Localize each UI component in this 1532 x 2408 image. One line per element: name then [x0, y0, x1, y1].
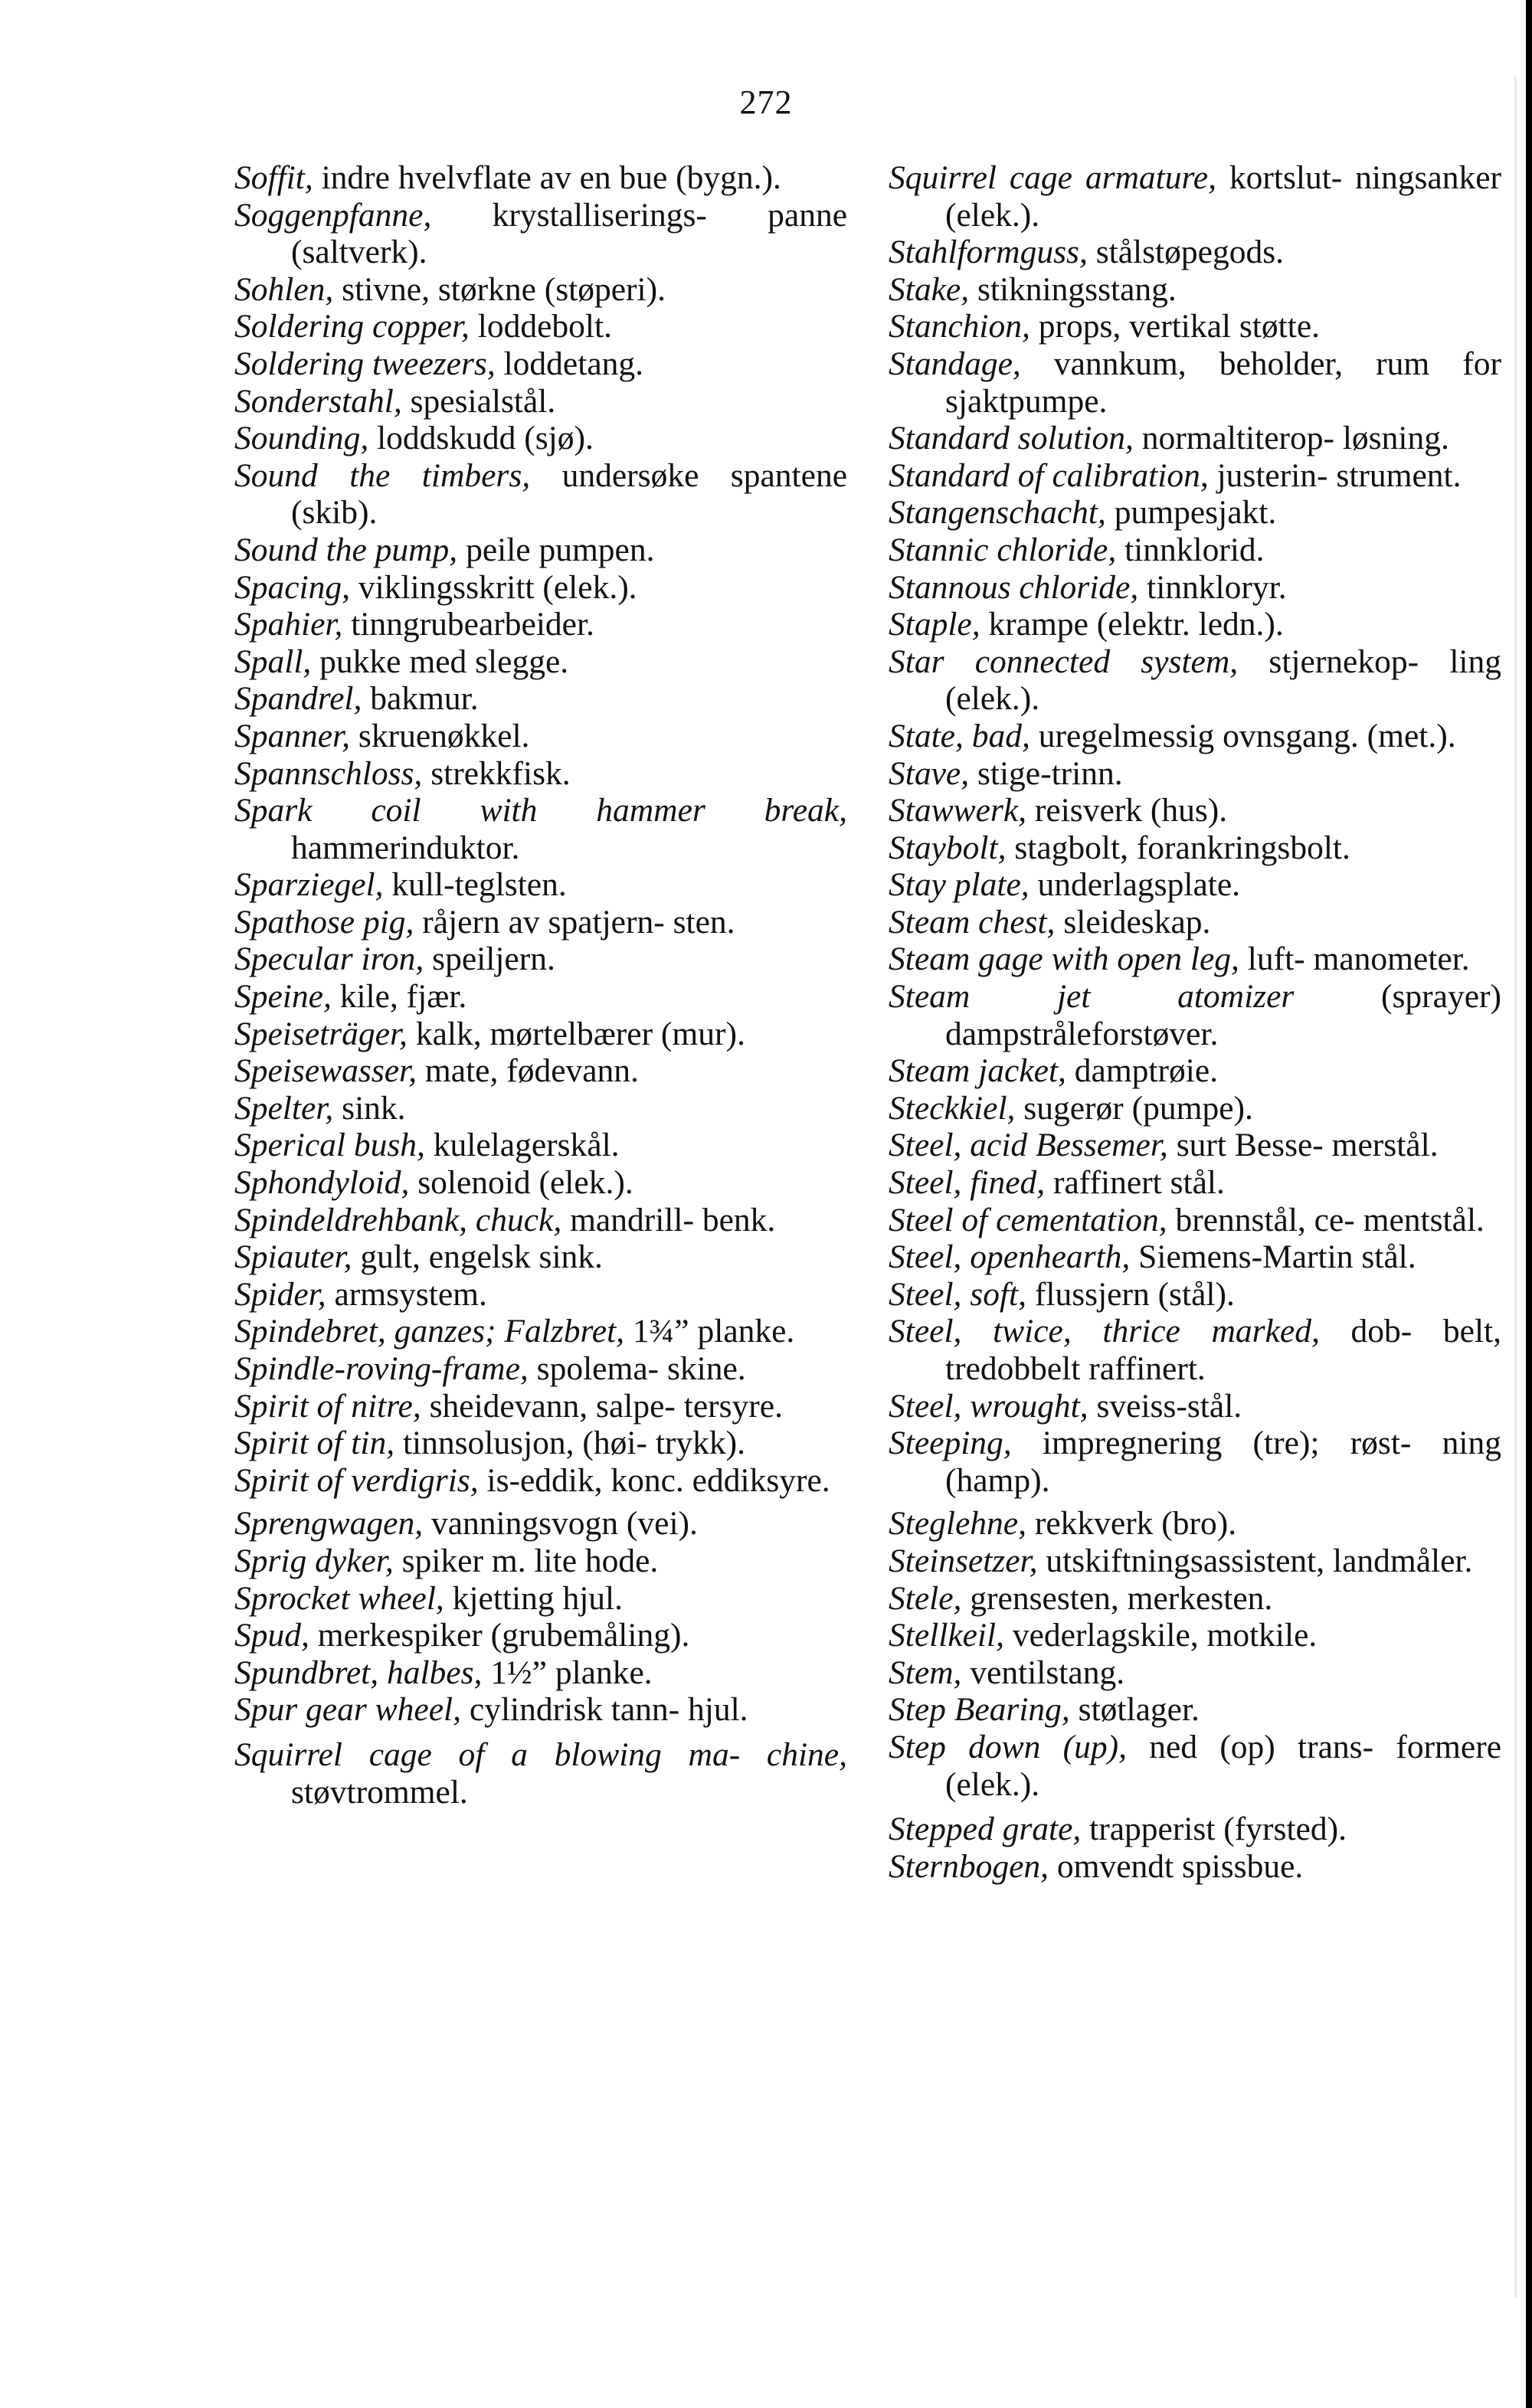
page-edge-shadow — [1514, 77, 1517, 2298]
dictionary-entry: Standage, vannkum, beholder, rum for sjaktpumpe. — [889, 345, 1502, 420]
dictionary-entry: Stave, stige-trinn. — [889, 754, 1123, 792]
dictionary-entry: Speisewasser, mate, fødevann. — [234, 1052, 639, 1090]
left-column — [234, 159, 847, 1811]
dictionary-entry: Spathose pig, råjern av spatjern- sten. — [234, 903, 735, 941]
dictionary-entry: Spirit of verdigris, is-eddik, konc. eddiksyre. — [234, 1461, 830, 1499]
dictionary-entry: Steam jacket, damptrøie. — [889, 1052, 1219, 1090]
dictionary-entry: Squirrel cage of a blowing ma- chine, støvtrommel. — [234, 1736, 847, 1811]
dictionary-entry: Stawwerk, reisverk (hus). — [889, 792, 1228, 829]
dictionary-entry: Stellkeil, vederlagskile, motkile. — [889, 1617, 1318, 1654]
dictionary-entry: Steel, fined, raffinert stål. — [889, 1164, 1225, 1202]
dictionary-entry: Spandrel, bakmur. — [234, 680, 479, 718]
dictionary-entry: Staybolt, stagbolt, forankringsbolt. — [889, 829, 1350, 866]
dictionary-entry: Spindle-roving-frame, spolema- skine. — [234, 1350, 746, 1387]
dictionary-entry: Stanchion, props, vertikal støtte. — [889, 308, 1320, 345]
dictionary-entry: Spannschloss, strekkfisk. — [234, 754, 571, 792]
dictionary-entry: Stannic chloride, tinnklorid. — [889, 531, 1265, 568]
dictionary-entry: Star connected system, stjernekop- ling (elek.). — [889, 643, 1502, 718]
dictionary-entry: Sprocket wheel, kjetting hjul. — [234, 1579, 623, 1617]
dictionary-entry: Sound the pump, peile pumpen. — [234, 531, 655, 568]
dictionary-entry: Steam gage with open leg, luft- manometer. — [889, 941, 1470, 978]
right-column — [889, 159, 1501, 1885]
dictionary-entry: Spiauter, gult, engelsk sink. — [234, 1238, 603, 1276]
dictionary-entry: Soggenpfanne, krystalliserings- panne (saltverk). — [234, 196, 848, 271]
dictionary-entry: Steeping, impregnering (tre); røst- ning (hamp). — [889, 1425, 1501, 1499]
dictionary-entry: Stake, stikningsstang. — [889, 270, 1177, 308]
dictionary-entry: Sohlen, stivne, størkne (støperi). — [234, 270, 666, 308]
dictionary-entry: Soldering copper, loddebolt. — [234, 308, 612, 345]
dictionary-entry: Step Bearing, støtlager. — [889, 1691, 1200, 1729]
dictionary-entry: Spider, armsystem. — [234, 1275, 487, 1313]
dictionary-entry: Standard of calibration, justerin- strument. — [889, 456, 1462, 494]
dictionary-entry: Steel, soft, flussjern (stål). — [889, 1275, 1235, 1313]
dictionary-entry: Spelter, sink. — [234, 1089, 406, 1127]
dictionary-entry: Spark coil with hammer break, hammerinduktor. — [234, 792, 847, 866]
dictionary-entry: Steel, openhearth, Siemens-Martin stål. — [889, 1238, 1416, 1276]
dictionary-entry: Steel, acid Bessemer, surt Besse- merstål. — [889, 1127, 1439, 1164]
page-edge — [1526, 0, 1532, 2408]
dictionary-entry: Speiseträger, kalk, mørtelbærer (mur). — [234, 1015, 745, 1052]
dictionary-entry: Sound the timbers, undersøke spantene (skib). — [234, 456, 847, 532]
dictionary-entry: Sphondyloid, solenoid (elek.). — [234, 1164, 633, 1202]
dictionary-entry: Squirrel cage armature, kortslut- ningsanker (elek.). — [889, 159, 1502, 234]
dictionary-entry: Steel of cementation, brennstål, ce- mentstål. — [889, 1201, 1485, 1238]
dictionary-entry: Staple, krampe (elektr. ledn.). — [889, 606, 1284, 643]
dictionary-entry: Spur gear wheel, cylindrisk tann- hjul. — [234, 1691, 748, 1729]
dictionary-entry: Stangenschacht, pumpesjakt. — [889, 494, 1277, 532]
page-number: 272 — [739, 83, 793, 121]
dictionary-entry: Sounding, loddskudd (sjø). — [234, 420, 594, 457]
dictionary-entry: Step down (up), ned (op) trans- formere (elek.). — [889, 1728, 1501, 1803]
dictionary-entry: Steel, twice, thrice marked, dob- belt, tredobbelt raffinert. — [889, 1313, 1501, 1387]
dictionary-entry: Sonderstahl, spesialstål. — [234, 382, 556, 420]
dictionary-entry: Steam jet atomizer (sprayer) dampstråleforstøver. — [889, 978, 1501, 1052]
dictionary-entry: Spud, merkespiker (grubemåling). — [234, 1617, 690, 1654]
dictionary-entry: Spahier, tinngrubearbeider. — [234, 606, 594, 643]
dictionary-entry: Spundbret, halbes, 1½” planke. — [234, 1654, 653, 1691]
dictionary-entry: Spacing, viklingsskritt (elek.). — [234, 568, 637, 606]
dictionary-entry: Specular iron, speiljern. — [234, 941, 555, 978]
dictionary-entry: Spanner, skruenøkkel. — [234, 717, 530, 754]
dictionary-entry: Stahlformguss, stålstøpegods. — [889, 234, 1285, 271]
dictionary-entry: Steinsetzer, utskiftningsassistent, landmåler. — [889, 1542, 1473, 1579]
dictionary-entry: Soldering tweezers, loddetang. — [234, 345, 644, 382]
dictionary-entry: Sperical bush, kulelagerskål. — [234, 1127, 620, 1164]
dictionary-entry: Stem, ventilstang. — [889, 1654, 1125, 1691]
dictionary-entry: Stay plate, underlagsplate. — [889, 866, 1241, 904]
dictionary-entry: Sprig dyker, spiker m. lite hode. — [234, 1542, 659, 1579]
dictionary-entry: Spindebret, ganzes; Falzbret, 1¾” planke. — [234, 1313, 795, 1350]
dictionary-entry: Steglehne, rekkverk (bro). — [889, 1505, 1237, 1543]
dictionary-entry: Spindeldrehbank, chuck, mandrill- benk. — [234, 1201, 776, 1238]
dictionary-entry: Sternbogen, omvendt spissbue. — [889, 1847, 1304, 1885]
dictionary-entry: Sparziegel, kull-teglsten. — [234, 866, 567, 904]
dictionary-entry: Stannous chloride, tinnkloryr. — [889, 568, 1287, 606]
dictionary-entry: Soffit, indre hvelvflate av en bue (bygn.). — [234, 159, 781, 196]
dictionary-entry: State, bad, uregelmessig ovnsgang. (met.). — [889, 717, 1456, 754]
dictionary-entry: Steam chest, sleideskap. — [889, 903, 1211, 941]
dictionary-entry: Stepped grate, trapperist (fyrsted). — [889, 1811, 1347, 1848]
dictionary-entry: Spirit of tin, tinnsolusjon, (høi- trykk). — [234, 1425, 746, 1462]
dictionary-entry: Stele, grensesten, merkesten. — [889, 1579, 1273, 1617]
dictionary-entry: Steckkiel, sugerør (pumpe). — [889, 1089, 1253, 1127]
dictionary-entry: Spall, pukke med slegge. — [234, 643, 569, 680]
dictionary-entry: Steel, wrought, sveiss-stål. — [889, 1387, 1242, 1425]
dictionary-entry: Sprengwagen, vanningsvogn (vei). — [234, 1505, 698, 1543]
dictionary-entry: Standard solution, normaltiterop- løsning. — [889, 420, 1449, 457]
dictionary-entry: Spirit of nitre, sheidevann, salpe- tersyre. — [234, 1387, 783, 1425]
dictionary-entry: Speine, kile, fjær. — [234, 978, 467, 1016]
